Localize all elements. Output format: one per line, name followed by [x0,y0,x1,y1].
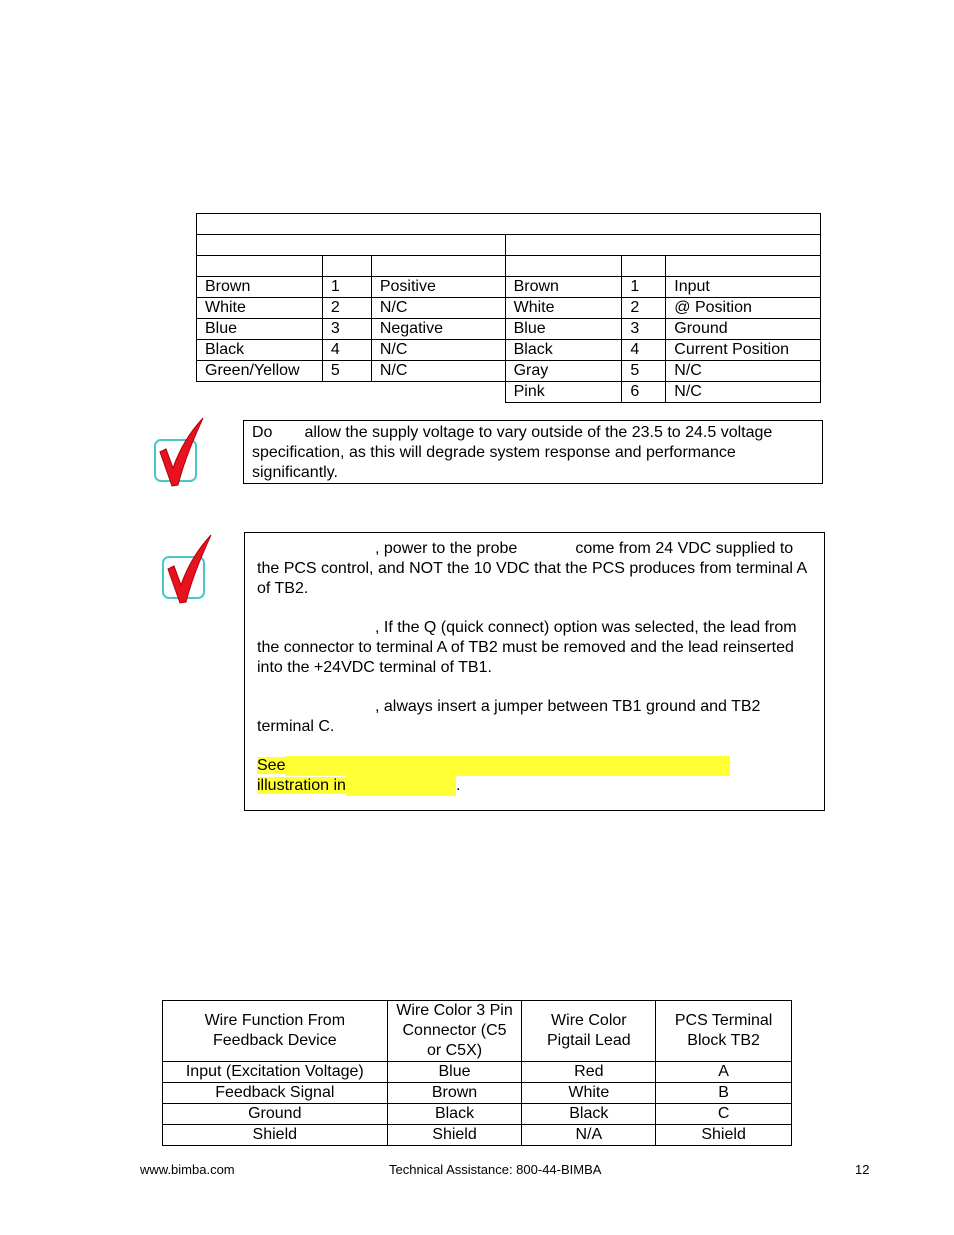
note-paragraph: , power to the probe come from 24 VDC supplied to the PCS control, and NOT the 10 VDC that the PCS produces from terminal A of TB2. [257,540,807,597]
table-row: Input (Excitation Voltage) Blue Red A [163,1062,792,1083]
table-row: Blue 3 Negative Blue 3 Ground [197,319,821,340]
note-paragraph: , If the Q (quick connect) option was selected, the lead from the connector to terminal A of TB2 must be removed and the lead reinserted into the +24VDC terminal of TB1. [257,619,797,676]
table-header-row [197,256,821,277]
note-paragraph: , always insert a jumper between TB1 ground and TB2 terminal C. [257,698,761,735]
table-row: White 2 N/C White 2 @ Position [197,298,821,319]
feedback-wiring-table [162,1000,792,1146]
footer-website: www.bimba.com [140,1162,235,1177]
table-row: Shield Shield N/A Shield [163,1125,792,1146]
wiring-note [244,532,825,811]
table-row: Pink 6 N/C [197,382,821,403]
table-row: Ground Black Black C [163,1104,792,1125]
table-header-row: Wire Function From Feedback Device Wire Color 3 Pin Connector (C5 or C5X) Wire Color Pigtail Lead PCS Terminal Block TB2 [163,1001,792,1062]
table-row: Feedback Signal Brown White B [163,1083,792,1104]
checkmark-icon [160,533,220,605]
table-row: Black 4 N/C Black 4 Current Position [197,340,821,361]
note-lead: Do [252,424,273,441]
note-text: allow the supply voltage to vary outside of the 23.5 to 24.5 voltage specification, as this will degrade system response and performance significantly. [252,424,773,481]
checkmark-icon [152,416,212,488]
page-number: 12 [855,1162,870,1177]
caution-note [243,420,823,484]
table-title-row [197,214,821,235]
table-section-row [197,235,821,256]
table-row: Brown 1 Positive Brown 1 Input [197,277,821,298]
table-row: Green/Yellow 5 N/C Gray 5 N/C [197,361,821,382]
footer-assistance: Technical Assistance: 800-44-BIMBA [389,1162,602,1177]
see-illustration: See illustration in . [257,756,812,796]
wiring-table [196,213,821,403]
